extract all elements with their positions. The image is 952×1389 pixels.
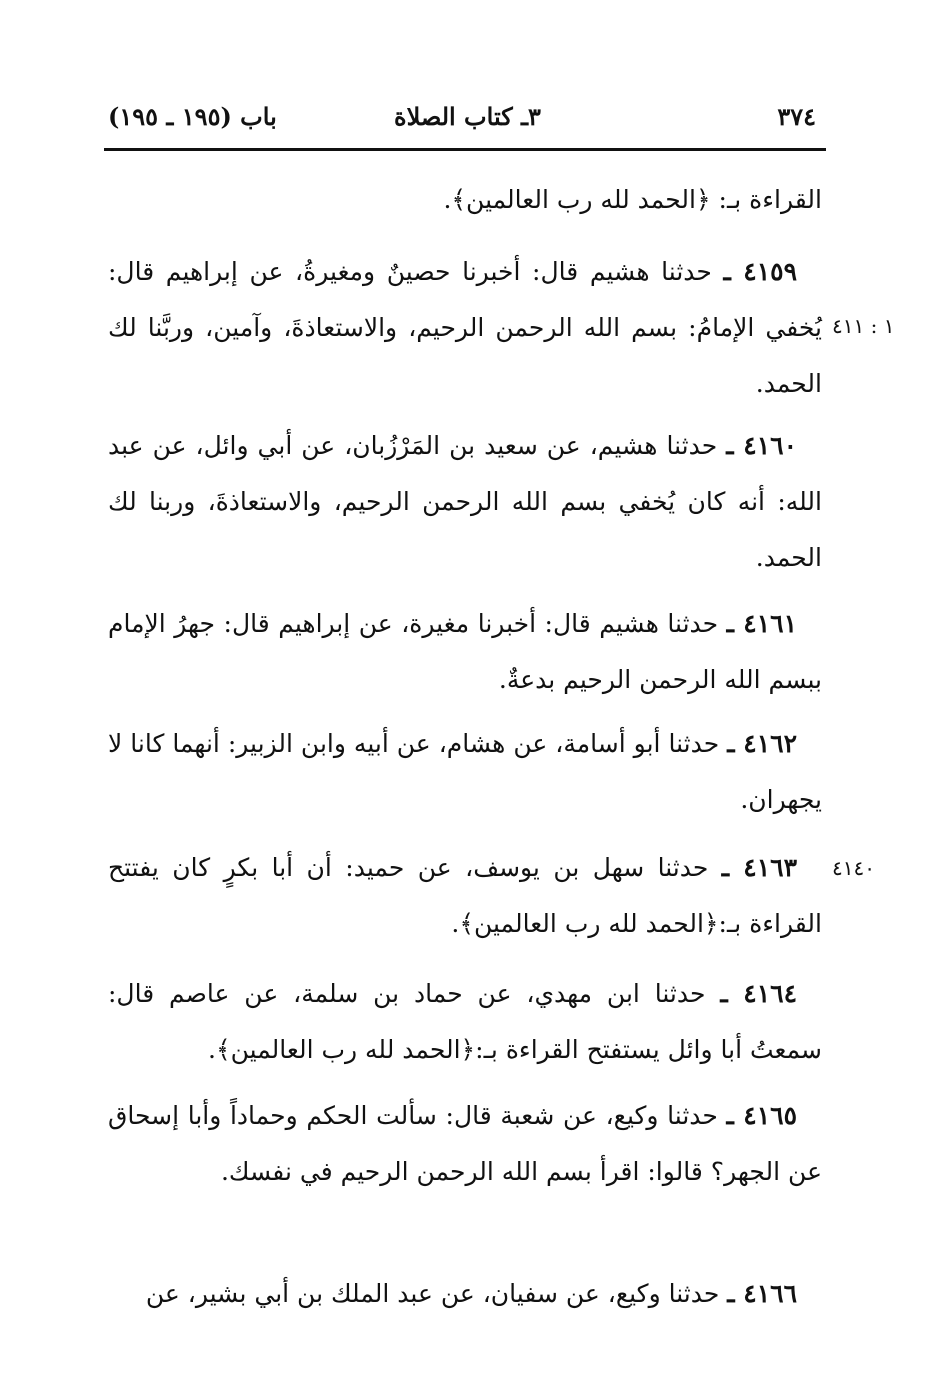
paragraph-continuation [108, 172, 822, 228]
hadith-number: ٤١٦٦ ـ [727, 1279, 797, 1308]
hadith-text: حدثنا سهل بن يوسف، عن حميد: أن أبا بكرٍ كان يفتتح القراءة بـ:﴿الحمد لله رب العالمين﴾. [108, 853, 822, 938]
hadith-text: حدثنا وكيع، عن سفيان، عن عبد الملك بن أبي بشير، عن [145, 1279, 720, 1308]
hadith-number: ٤١٦١ ـ [726, 609, 797, 638]
hadith-4164 [108, 966, 822, 1078]
hadith-4163 [108, 840, 822, 952]
margin-reference: ٤١٤٠ [832, 856, 875, 880]
hadith-text: حدثنا هشيم قال: أخبرنا مغيرة، عن إبراهيم قال: جهرُ الإمام ببسم الله الرحمن الرحيم بدعةٌ. [108, 609, 822, 694]
hadith-number: ٤١٦٢ ـ [727, 729, 798, 758]
paragraph-text: القراءة بـ: ﴿الحمد لله رب العالمين﴾. [443, 185, 822, 214]
section-title: باب (١٩٥ ـ ١٩٥) [108, 102, 277, 131]
hadith-number: ٤١٥٩ ـ [723, 257, 797, 286]
hadith-4165 [108, 1088, 822, 1200]
hadith-text: حدثنا هشيم قال: أخبرنا حصينٌ ومغيرةُ، عن إبراهيم قال: يُخفي الإمامُ: بسم الله الرحمن الرحيم، والاستعاذةَ، وآمين، وربَّنا لك الحمد. [108, 257, 822, 398]
hadith-text: حدثنا أبو أسامة، عن هشام، عن أبيه وابن الزبير: أنهما كانا لا يجهران. [108, 729, 822, 814]
hadith-text: حدثنا وكيع، عن شعبة قال: سألت الحكم وحماداً وأبا إسحاق عن الجهر؟ قالوا: اقرأ بسم الله الرحمن الرحيم في نفسك. [108, 1101, 822, 1186]
hadith-number: ٤١٦٤ ـ [720, 979, 798, 1008]
hadith-4162 [108, 716, 822, 828]
page-number: ٣٧٤ [777, 102, 816, 131]
hadith-number: ٤١٦٣ ـ [721, 853, 797, 882]
hadith-text: حدثنا هشيم، عن سعيد بن المَرْزُبان، عن أبي وائل، عن عبد الله: أنه كان يُخفي بسم الله الرحمن الرحيم، والاستعاذةَ، وربنا لك الحمد. [108, 431, 822, 572]
margin-reference: ١ : ٤١١ [832, 314, 895, 338]
chapter-title: ٣ـ كتاب الصلاة [394, 102, 541, 131]
hadith-4160 [108, 418, 822, 586]
hadith-4159 [108, 244, 822, 412]
hadith-4161 [108, 596, 822, 708]
hadith-4166 [108, 1266, 822, 1322]
page-header [104, 92, 824, 148]
hadith-text: حدثنا ابن مهدي، عن حماد بن سلمة، عن عاصم قال: سمعتُ أبا وائل يستفتح القراءة بـ:﴿الحمد لله رب العالمين﴾. [108, 979, 822, 1064]
hadith-number: ٤١٦٥ ـ [726, 1101, 797, 1130]
hadith-number: ٤١٦٠ ـ [726, 431, 797, 460]
header-rule [104, 148, 826, 151]
